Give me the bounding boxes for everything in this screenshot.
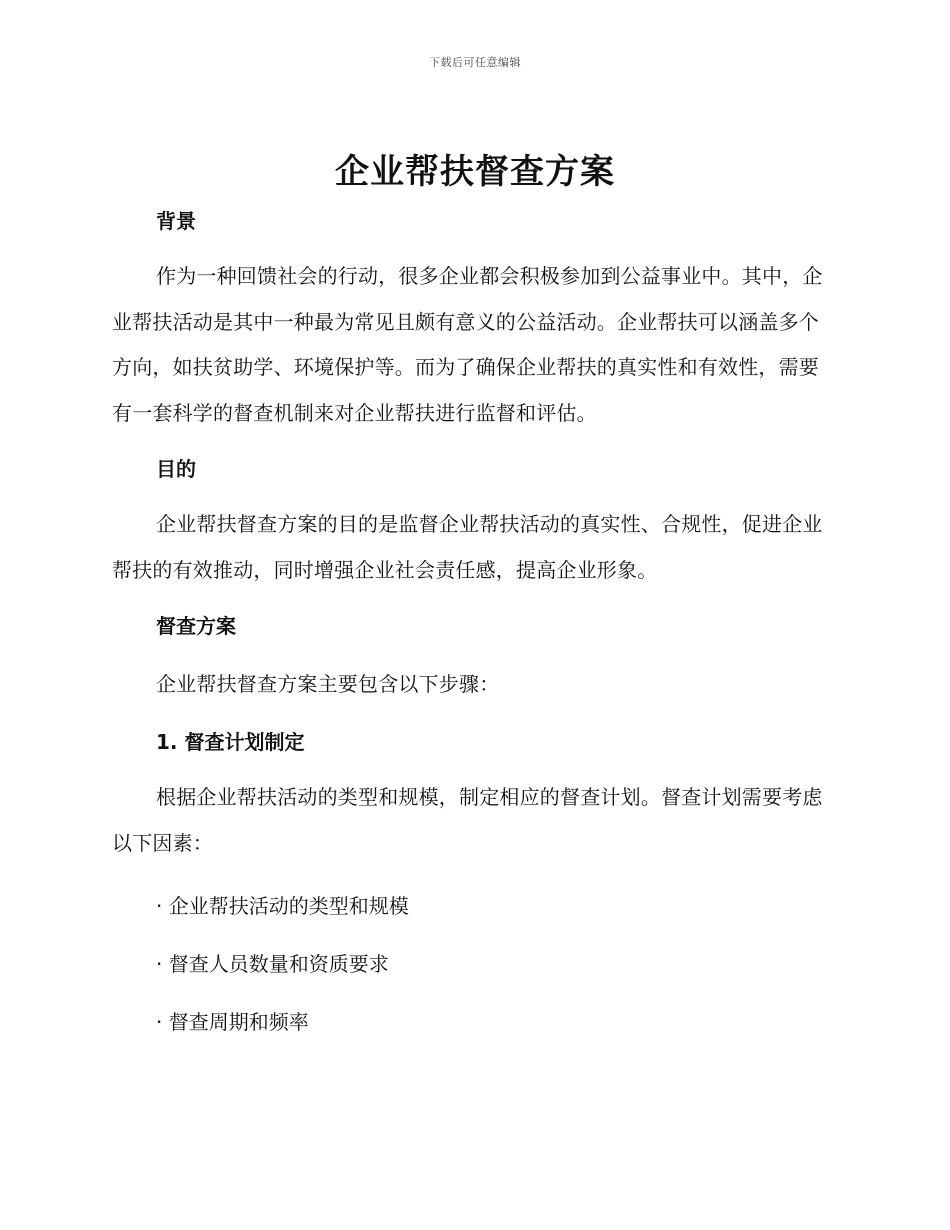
section-heading-background: 背景 [156,209,196,233]
list-item: · 督查周期和频率 [156,1010,309,1034]
paragraph-purpose: 企业帮扶督查方案的目的是监督企业帮扶活动的真实性、合规性，促进企业帮扶的有效推动，同时增强企业社会责任感，提高企业形象。 [112,512,823,582]
section-heading-purpose: 目的 [156,457,196,481]
paragraph-background: 作为一种回馈社会的行动，很多企业都会积极参加到公益事业中。其中，企业帮扶活动是其中一种最为常见且颇有意义的公益活动。企业帮扶可以涵盖多个方向，如扶贫助学、环境保护等。而为了确保企业帮扶的真实性和有效性，需要有一套科学的督查机制来对企业帮扶进行监督和评估。 [112,264,823,425]
section-heading-plan: 督查方案 [156,614,236,638]
document-body [112,203,832,1040]
list-item: · 督查人员数量和资质要求 [156,952,389,976]
list-item: · 企业帮扶活动的类型和规模 [156,894,409,918]
step-heading-1: 1. 督查计划制定 [156,730,305,754]
paragraph-step1: 根据企业帮扶活动的类型和规模，制定相应的督查计划。督查计划需要考虑以下因素： [112,785,823,855]
document-title: 企业帮扶督查方案 [335,152,615,192]
paragraph-plan-intro: 企业帮扶督查方案主要包含以下步骤： [156,672,500,696]
header-note: 下载后可任意编辑 [429,56,521,69]
